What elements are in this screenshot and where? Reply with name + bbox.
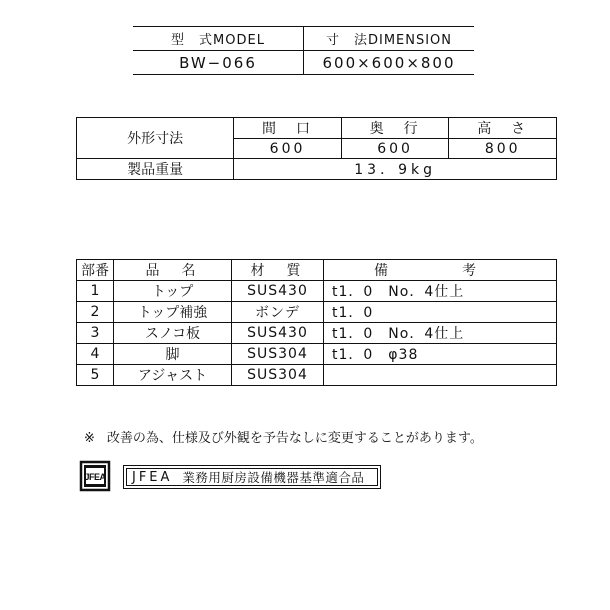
part-no: 5 [77,365,114,386]
table-row [77,302,557,323]
parts-header-name: 品 名 [114,260,232,281]
part-material: SUS304 [232,365,324,386]
model-value: BW−066 [133,51,304,75]
part-no: 3 [77,323,114,344]
part-material: SUS304 [232,344,324,365]
parts-table [76,259,557,386]
table-row [77,365,557,386]
certification-label [123,465,381,489]
part-name: スノコ板 [114,323,232,344]
outer-dimensions-table [76,117,557,180]
part-material: SUS430 [232,281,324,302]
certification-text: 業務用厨房設備機器基準適合品 [182,470,365,485]
model-header: 型 式MODEL [133,27,304,51]
part-name: 脚 [114,344,232,365]
height-label: 高 さ [449,118,557,139]
width-label: 間 口 [234,118,342,139]
dimension-header: 寸 法DIMENSION [304,27,475,51]
part-name: トップ [114,281,232,302]
part-material: SUS430 [232,323,324,344]
part-note: t1．0 [324,302,557,323]
table-row [77,323,557,344]
depth-label: 奥 行 [341,118,449,139]
part-note [324,365,557,386]
part-no: 2 [77,302,114,323]
depth-value: 600 [341,139,449,159]
height-value: 800 [449,139,557,159]
outer-dimensions-label: 外形寸法 [77,118,234,159]
model-table [133,26,474,75]
part-name: トップ補強 [114,302,232,323]
certification-org: JFEA [132,469,173,485]
parts-header-note: 備 考 [324,260,557,281]
jfea-logo-icon [77,459,113,493]
part-note: t1．0 No．4仕上 [324,281,557,302]
parts-header-no: 部番 [77,260,114,281]
part-no: 1 [77,281,114,302]
notice-mark: ※ [84,431,95,446]
svg-text:JFEA: JFEA [84,472,106,482]
table-row [77,344,557,365]
dimension-value: 600×600×800 [304,51,475,75]
part-no: 4 [77,344,114,365]
width-value: 600 [234,139,342,159]
notice-text: 改善の為、仕様及び外観を予告なしに変更することがあります。 [106,431,483,446]
weight-label: 製品重量 [77,159,234,180]
change-notice [84,427,483,446]
part-note: t1．0 φ38 [324,344,557,365]
part-name: アジャスト [114,365,232,386]
weight-value: 13．9kg [234,159,557,180]
part-note: t1．0 No．4仕上 [324,323,557,344]
part-material: ボンデ [232,302,324,323]
table-row [77,281,557,302]
parts-header-material: 材 質 [232,260,324,281]
